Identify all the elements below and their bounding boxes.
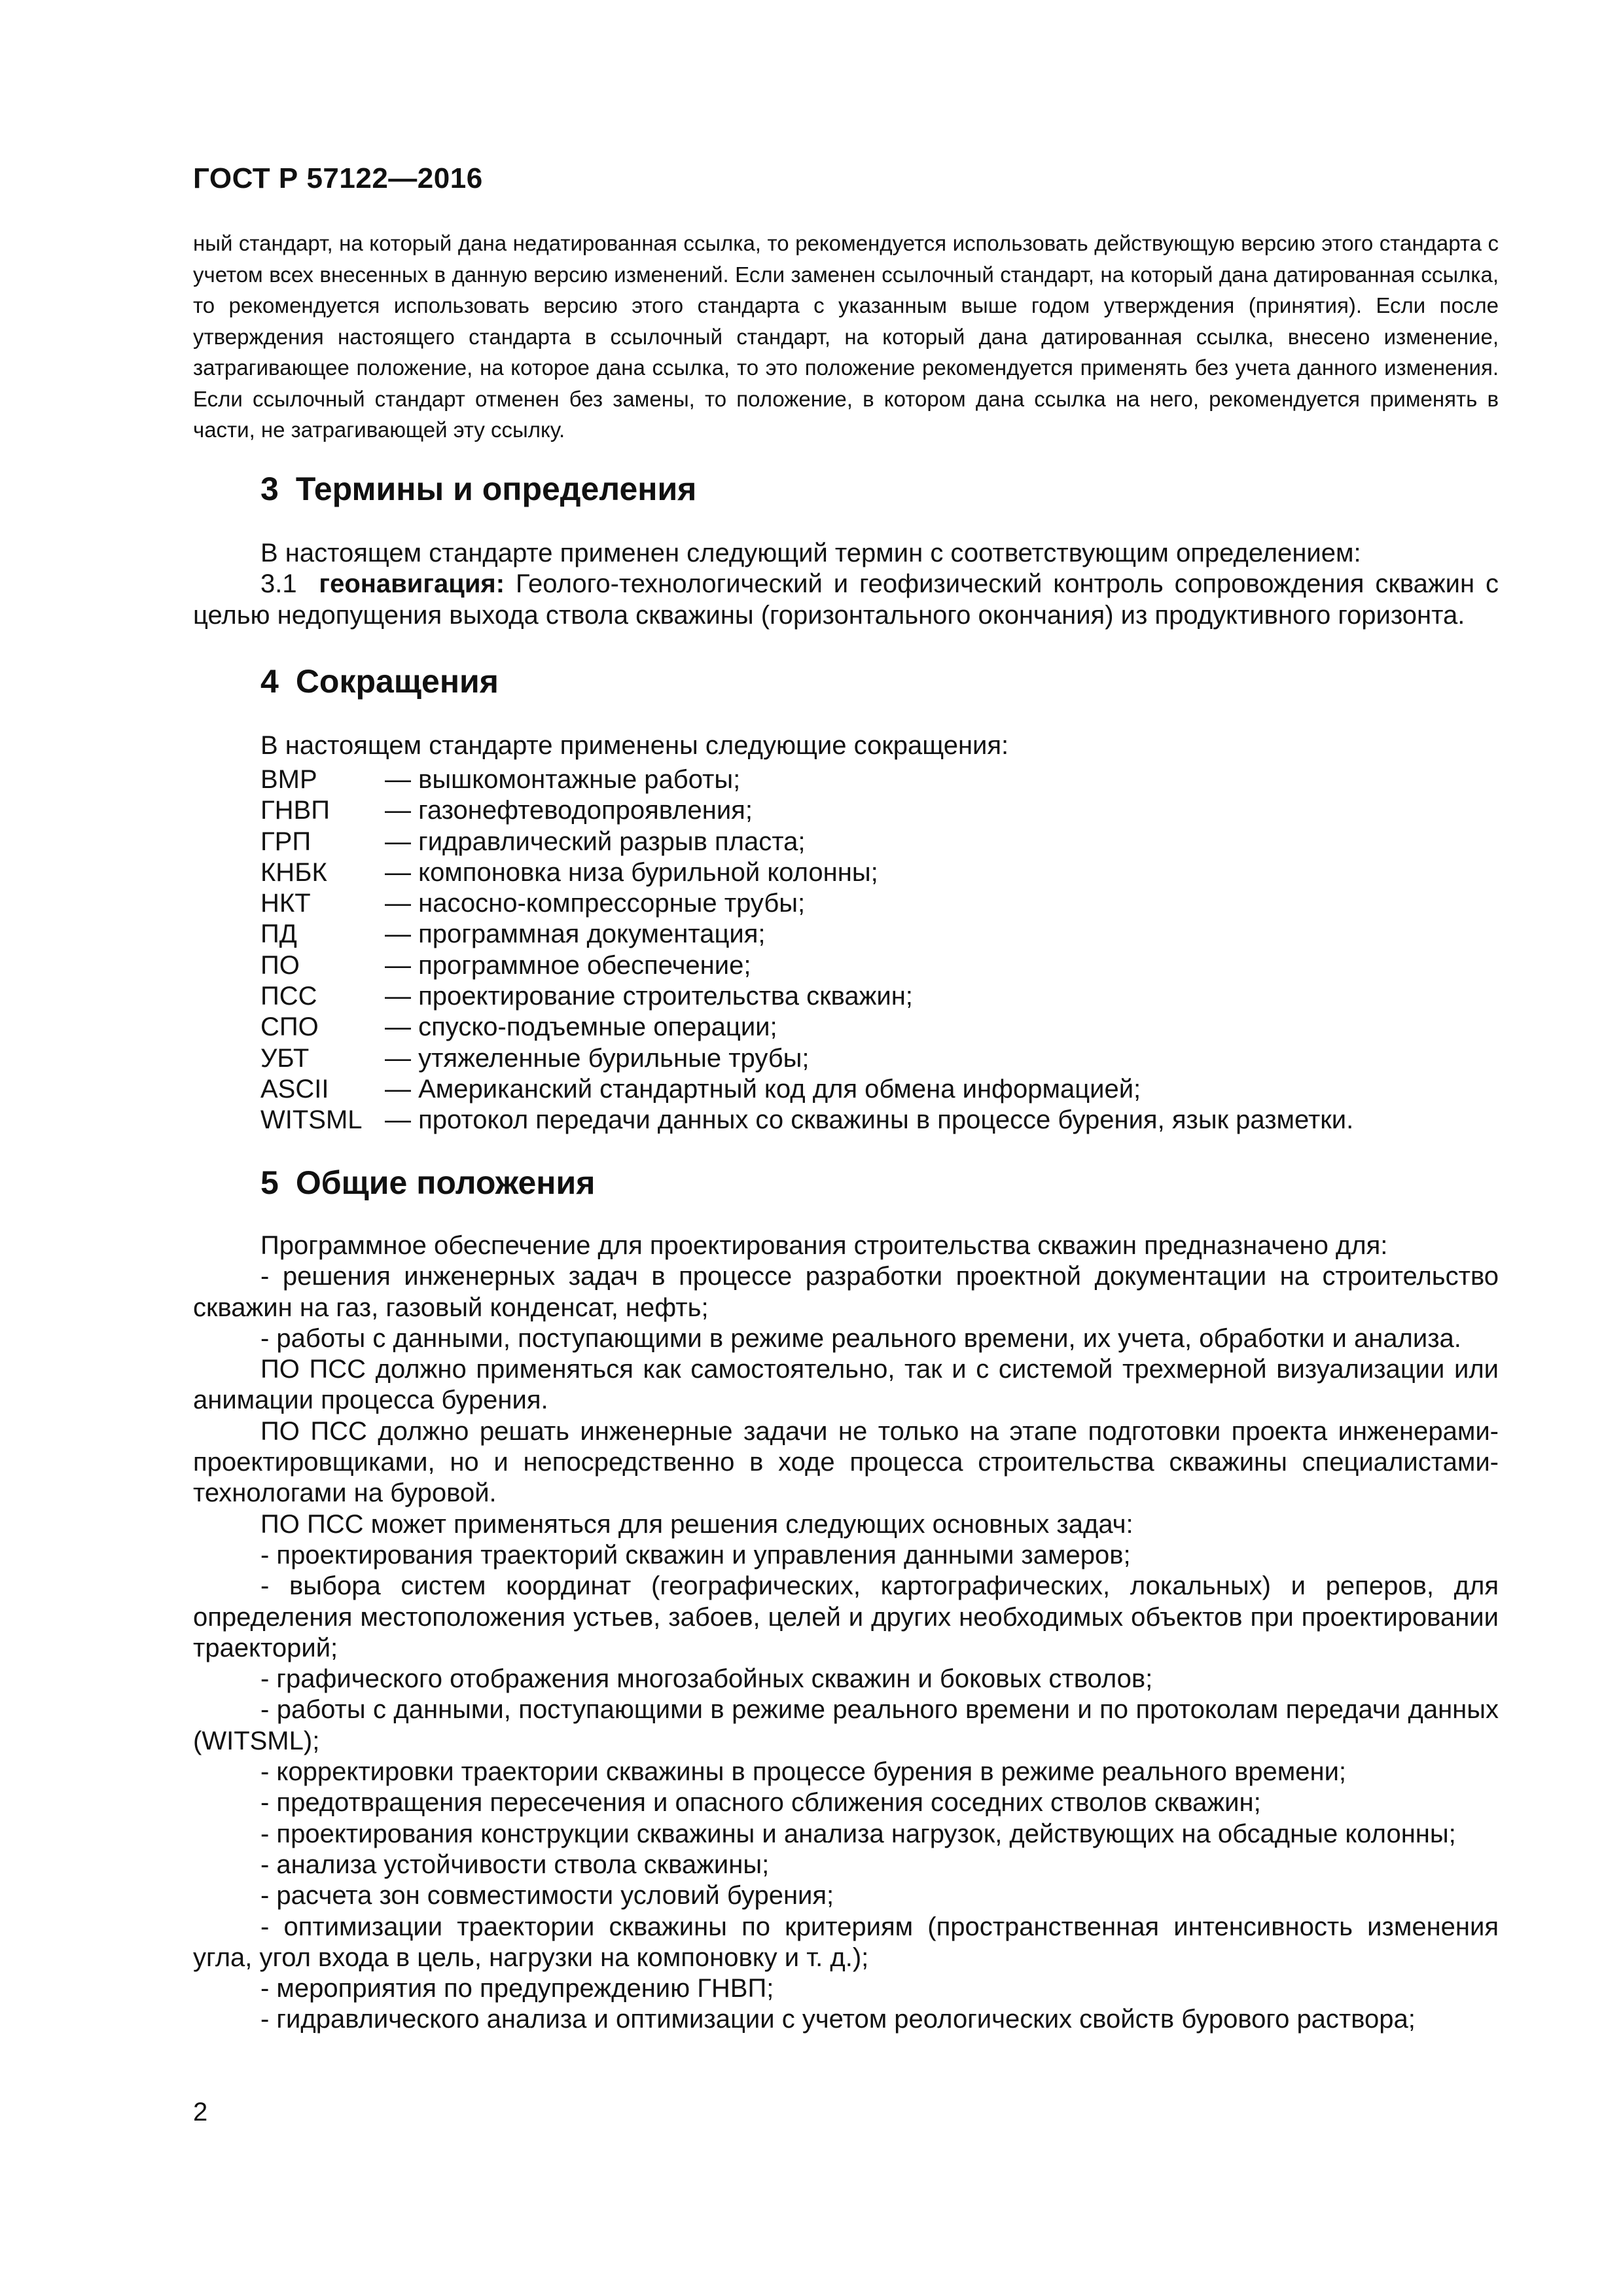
abbreviation-definition: — спуско-подъемные операции; <box>385 1013 777 1042</box>
section-5-list-item: - оптимизации траектории скважины по критериям (пространственная интенсивность изменения угла, угол входа в цель, нагрузки на компоновку и т. д.); <box>193 1912 1499 1972</box>
abbreviation-term: НКТ <box>260 889 311 918</box>
page-number: 2 <box>193 2098 208 2126</box>
abbreviation-term: ГНВП <box>260 796 330 825</box>
abbreviation-term: ВМР <box>260 765 317 794</box>
abbreviation-definition: — компоновка низа бурильной колонны; <box>385 857 878 887</box>
section-5-list-item: - гидравлического анализа и оптимизации с учетом реологических свойств бурового раствора; <box>260 2005 1416 2034</box>
abbreviation-row <box>260 827 1504 857</box>
abbreviation-term: ПД <box>260 920 297 949</box>
intro-paragraph: ный стандарт, на который дана недатированная ссылка, то рекомендуется использовать действующую версию этого стандарта с учетом всех внесенных в данную версию изменений. Если заменен ссылочный стандарт, на который дана датированная ссылка, то рекомендуется использовать версию этого стандарта с указанным выше годом утверждения (принятия). Если после утверждения настоящего стандарта в ссылочный стандарт, на который дана датированная ссылка, внесено изменение, затрагивающее положение, на которое дана ссылка, то это положение рекомендуется применять без учета данного изменения. Если ссылочный стандарт отменен без замены, то положение, в котором дана ссылка на него, рекомендуется применять в части, не затрагивающей эту ссылку. <box>193 231 1499 442</box>
abbreviation-definition: — гидравлический разрыв пласта; <box>385 827 806 856</box>
abbreviation-row <box>260 919 1504 950</box>
section-5-list-item: - анализа устойчивости ствола скважины; <box>260 1850 770 1879</box>
abbreviation-row <box>260 1043 1504 1074</box>
abbreviation-term: УБТ <box>260 1043 310 1073</box>
section-5-paragraph: ПО ПСС должно решать инженерные задачи не только на этапе подготовки проекта инженерами-проектировщиками, но и непосредственно в ходе процесса строительства скважины специалистами-технологами на буровой. <box>193 1416 1499 1508</box>
abbreviation-term: ПСС <box>260 982 317 1011</box>
section-5-list-item: - корректировки траектории скважины в процессе бурения в режиме реального времени; <box>260 1757 1347 1787</box>
abbreviation-definition: — насосно-компрессорные трубы; <box>385 889 806 918</box>
section-5-paragraph: ПО ПСС должно применяться как самостоятельно, так и с системой трехмерной визуализации или анимации процесса бурения. <box>193 1355 1499 1415</box>
section-4-number: 4 <box>260 663 279 700</box>
section-3-lead: В настоящем стандарте применен следующий термин с соответствующим определением: <box>260 539 1361 567</box>
abbreviation-definition: — протокол передачи данных со скважины в процессе бурения, язык разметки. <box>385 1105 1354 1135</box>
section-5-list-item: - проектирования конструкции скважины и анализа нагрузок, действующих на обсадные колонны; <box>260 1819 1456 1848</box>
abbreviation-row <box>260 795 1504 826</box>
document-code: ГОСТ Р 57122—2016 <box>193 162 483 194</box>
term-name: геонавигация: <box>319 569 505 599</box>
section-4-heading <box>260 662 499 700</box>
abbreviation-definition: — вышкомонтажные работы; <box>385 765 741 794</box>
abbreviation-row <box>260 981 1504 1012</box>
term-text: Геолого-технологический и геофизический контроль сопровождения скважин с целью недопущения выхода ствола скважины (горизонтального окончания) из продуктивного горизонта. <box>193 569 1499 630</box>
abbreviation-row <box>260 1105 1504 1136</box>
abbreviation-term: СПО <box>260 1013 319 1042</box>
section-5-list-item: - выбора систем координат (географических, картографических, локальных) и реперов, для определения местоположения устьев, забоев, целей и других необходимых объектов при проектировании траекторий; <box>193 1571 1499 1662</box>
section-3-title: Термины и определения <box>295 471 697 507</box>
abbreviation-definition: — программная документация; <box>385 920 766 949</box>
section-5-list-item: - работы с данными, поступающими в режиме реального времени, их учета, обработки и анализа. <box>260 1323 1461 1353</box>
abbreviation-definition: — утяжеленные бурильные трубы; <box>385 1043 810 1073</box>
section-5-paragraph: ПО ПСС может применяться для решения следующих основных задач: <box>260 1509 1133 1539</box>
section-5-list-item: - расчета зон совместимости условий бурения; <box>260 1881 834 1910</box>
section-5-body <box>193 1230 1499 2036</box>
abbreviation-definition: — проектирование строительства скважин; <box>385 982 913 1011</box>
abbreviation-term: ГРП <box>260 827 312 856</box>
section-5-heading <box>260 1164 595 1202</box>
term-definition <box>193 569 1499 631</box>
section-3-number: 3 <box>260 471 279 507</box>
section-3-heading <box>260 470 696 508</box>
section-5-paragraph: Программное обеспечение для проектирования строительства скважин предназначено для: <box>260 1231 1388 1260</box>
term-number: 3.1 <box>260 569 297 599</box>
abbreviation-term: WITSML <box>260 1105 363 1135</box>
abbreviation-row <box>260 764 1504 795</box>
section-5-list-item: - работы с данными, поступающими в режиме реального времени и по протоколам передачи данных (WITSML); <box>193 1695 1499 1755</box>
abbreviation-term: ASCII <box>260 1074 329 1103</box>
section-5-list-item: - предотвращения пересечения и опасного сближения соседних стволов скважин; <box>260 1788 1261 1818</box>
abbreviation-row <box>260 857 1504 888</box>
section-5-list-item: - решения инженерных задач в процессе разработки проектной документации на строительство скважин на газ, газовый конденсат, нефть; <box>193 1262 1499 1322</box>
abbreviation-row <box>260 1074 1504 1105</box>
abbreviation-term: КНБК <box>260 857 327 887</box>
section-5-list-item: - проектирования траекторий скважин и управления данными замеров; <box>260 1540 1131 1570</box>
abbreviation-list <box>260 764 1504 1136</box>
section-3-body <box>193 538 1499 631</box>
intro-paragraph-block <box>193 228 1499 446</box>
section-5-number: 5 <box>260 1164 279 1201</box>
abbreviation-definition: — Американский стандартный код для обмена информацией; <box>385 1074 1141 1103</box>
abbreviation-definition: — газонефтеводопроявления; <box>385 796 753 825</box>
section-4-body <box>193 730 1499 761</box>
abbreviation-row <box>260 888 1504 919</box>
abbreviation-term: ПО <box>260 950 300 980</box>
section-4-lead: В настоящем стандарте применены следующие сокращения: <box>260 731 1009 760</box>
section-5-title: Общие положения <box>295 1164 596 1201</box>
abbreviation-definition: — программное обеспечение; <box>385 950 751 980</box>
abbreviation-row <box>260 1012 1504 1043</box>
section-4-title: Сокращения <box>295 663 499 700</box>
section-5-list-item: - графического отображения многозабойных скважин и боковых стволов; <box>260 1664 1153 1694</box>
section-5-list-item: - мероприятия по предупреждению ГНВП; <box>260 1974 774 2003</box>
abbreviation-row <box>260 950 1504 981</box>
